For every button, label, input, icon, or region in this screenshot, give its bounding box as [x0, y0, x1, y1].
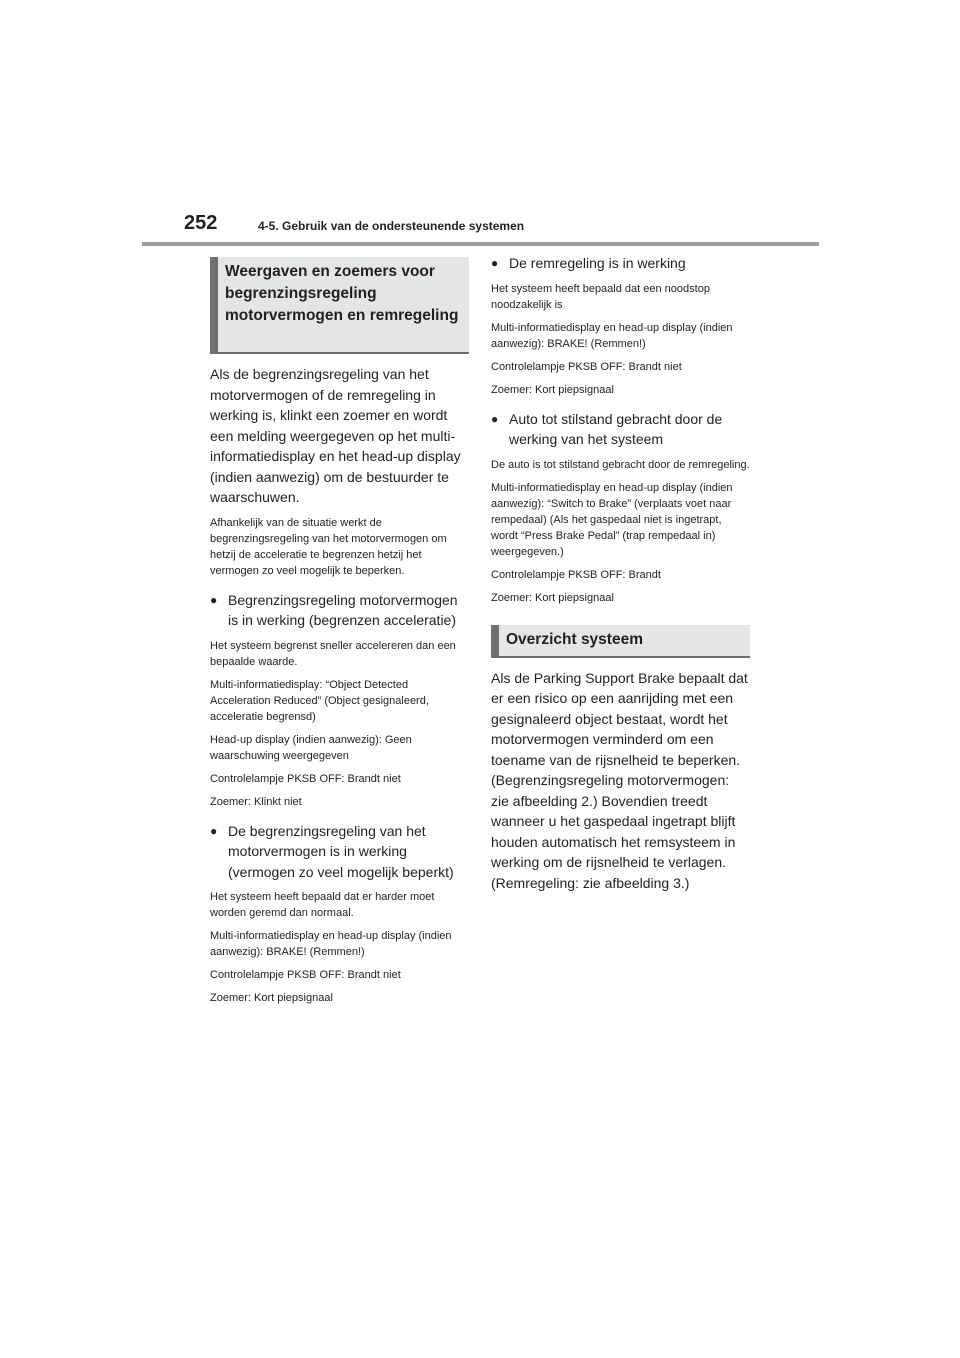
- note-paragraph: Afhankelijk van de situatie werkt de begrenzingsregeling van het motorvermogen om hetzij de acceleratie te begrenzen hetzij het vermogen zo veel mogelijk te beperken.: [210, 516, 447, 577]
- bullet-icon: ●: [210, 592, 218, 607]
- intro-paragraph: Als de begrenzingsregeling van het motorvermogen of de remregeling in werking is, klinkt een zoemer en wordt een melding weergegeven op het multi-informatiedisplay en het head-up display (indien aanwezig) om de bestuurder te waarschuwen.: [210, 366, 461, 505]
- right-column: [491, 257, 750, 893]
- bullet-item: [210, 821, 469, 883]
- bullet-text: Auto tot stilstand gebracht door de werking van het systeem: [509, 410, 723, 447]
- page-number: 252: [184, 212, 218, 234]
- section-heading-displays: Weergaven en zoemers voor begrenzingsregeling motorvermogen en remregeling: [210, 257, 469, 354]
- header-divider: [142, 242, 819, 246]
- detail-text: Het systeem begrenst sneller accelereren dan een bepaalde waarde.: [210, 639, 456, 668]
- detail-text: Controlelampje PKSB OFF: Brandt niet: [210, 772, 401, 785]
- detail-text: Controlelampje PKSB OFF: Brandt niet: [491, 360, 682, 373]
- detail-text: Multi-informatiedisplay en head-up display (indien aanwezig): BRAKE! (Remmen!): [210, 930, 452, 958]
- detail-text: De auto is tot stilstand gebracht door de remregeling.: [491, 458, 750, 471]
- detail-text: Multi-informatiedisplay en head-up display (indien aanwezig): “Switch to Brake” (verplaats voet naar rempedaal) (Als het gaspedaal niet is ingetrapt, wordt “Press Brake Pedal” (trap rempedaal in) weergegeven.): [491, 481, 733, 558]
- detail-text: Multi-informatiedisplay: “Object Detected Acceleration Reduced” (Object gesignaleerd, acceleratie begrensd): [210, 678, 429, 723]
- section-title: 4-5. Gebruik van de ondersteunende systemen: [258, 219, 525, 233]
- detail-text: Head-up display (indien aanwezig): Geen waarschuwing weergegeven: [210, 733, 412, 762]
- bullet-item: [210, 590, 469, 631]
- section-heading-overview: Overzicht systeem: [491, 625, 750, 658]
- overview-paragraph: Als de Parking Support Brake bepaalt dat er een risico op een aanrijding met een gesignaleerd object bestaat, wordt het motorvermogen verminderd om een toename van de rijsnelheid te beperken. (Begrenzingsregeling motorvermogen: zie afbeelding 2.) Bovendien treedt wanneer u het gaspedaal ingetrapt blijft houden automatisch het remsysteem in werking om de rijsnelheid te verlagen. (Remregeling: zie afbeelding 3.): [491, 669, 748, 891]
- detail-text: Controlelampje PKSB OFF: Brandt niet: [210, 969, 401, 981]
- bullet-item: [491, 409, 750, 450]
- bullet-text: De remregeling is in werking: [509, 255, 686, 271]
- detail-text: Zoemer: Kort piepsignaal: [210, 992, 333, 1004]
- detail-text: Het systeem heeft bepaald dat er harder moet worden geremd dan normaal.: [210, 891, 435, 919]
- detail-text: Zoemer: Klinkt niet: [210, 795, 302, 808]
- bullet-icon: ●: [491, 411, 499, 426]
- bullet-item: [491, 253, 750, 274]
- detail-text: Zoemer: Kort piepsignaal: [491, 383, 614, 396]
- detail-text: Zoemer: Kort piepsignaal: [491, 591, 614, 604]
- detail-text: Het systeem heeft bepaald dat een noodstop noodzakelijk is: [491, 282, 710, 311]
- left-column: [210, 257, 469, 1006]
- detail-text: Multi-informatiedisplay en head-up display (indien aanwezig): BRAKE! (Remmen!): [491, 321, 733, 350]
- bullet-icon: ●: [491, 256, 499, 270]
- bullet-text: Begrenzingsregeling motorvermogen is in werking (begrenzen acceleratie): [228, 591, 458, 628]
- detail-text: Controlelampje PKSB OFF: Brandt: [491, 568, 661, 581]
- bullet-icon: ●: [210, 823, 218, 838]
- bullet-text: De begrenzingsregeling van het motorvermogen is in werking (vermogen zo veel mogelijk beperkt): [228, 822, 454, 880]
